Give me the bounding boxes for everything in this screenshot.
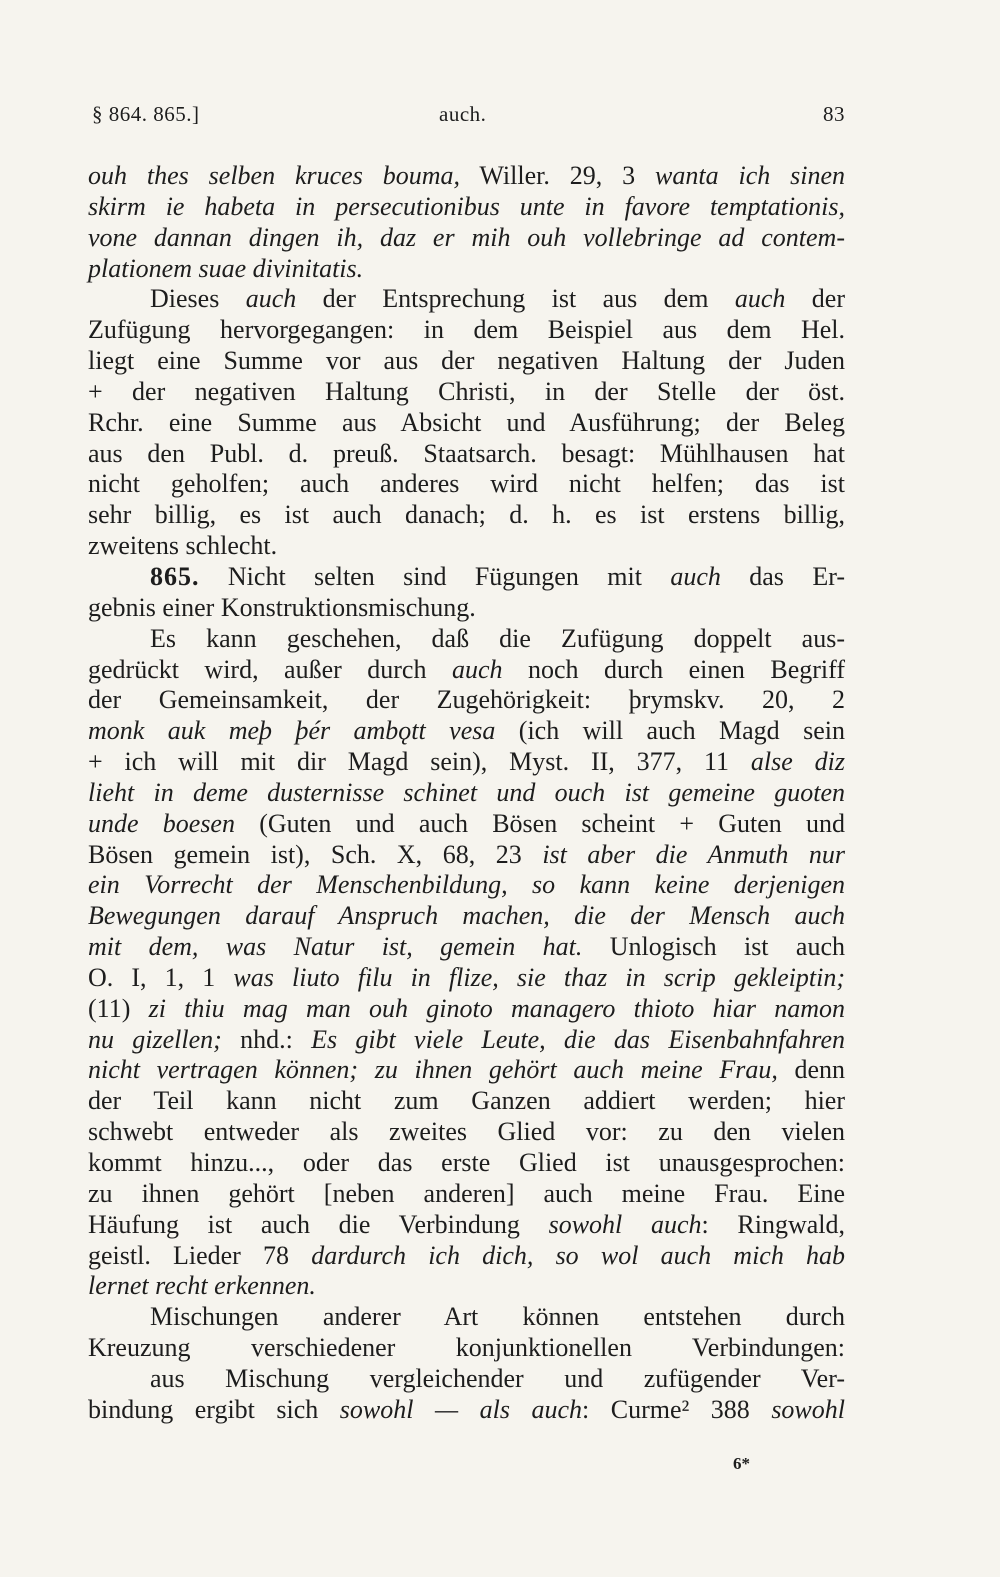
text-run: das Er- [720,561,845,591]
text-line [88,1364,845,1395]
italic-quote: vone dannan dingen ih, daz er mih ouh vollebringe ad contem- [88,222,845,252]
body-text [88,161,845,1426]
italic-quote: zu ihnen gehört auch meine Frau, [374,1055,778,1085]
italic-quote: sowohl — als auch [339,1394,582,1424]
text-line [88,901,845,932]
text-line [88,346,845,377]
text-line [88,500,845,531]
text-run: aus den Publ. d. preuß. Staatsarch. besagt: Mühlhausen hat [88,438,845,468]
text-run: aus Mischung vergleichender und zufügender Ver- [150,1363,845,1393]
text-line [88,1025,845,1056]
text-line [88,1302,845,1333]
italic-quote: was liuto filu in flize, sie thaz in scrip gekleiptin; [233,962,845,992]
text-run: geistl. Lieder 78 [88,1240,312,1270]
text-run: zweitens schlecht. [88,531,278,561]
text-run: (ich will auch Magd sein [495,716,845,746]
text-line [88,994,845,1025]
text-line [88,439,845,470]
text-run: (Guten und auch Bösen scheint + Guten und [234,808,845,838]
text-line [88,932,845,963]
text-line [88,716,845,747]
text-run: + ich will mit dir Magd sein), Myst. II, 377, 11 [88,747,751,777]
italic-quote: auch [245,284,297,314]
text-run: O. I, 1, 1 [88,962,234,992]
signature-mark: 6* [733,1454,750,1473]
text-line [88,1333,845,1364]
italic-quote: ein Vorrecht der Menschenbildung, so kann keine derjenigen [88,870,845,900]
text-line [88,655,845,686]
italic-quote: alse diz [750,747,845,777]
text-run: Häufung ist auch die Verbindung [88,1209,549,1239]
text-run: der Entsprechung ist aus dem [296,284,735,314]
text-run: Zufügung hervorgegangen: in dem Beispiel aus dem Hel. [88,315,845,345]
text-run: : Ringwald, [701,1209,845,1239]
text-line [88,778,845,809]
text-run: Unlogisch ist auch [582,932,845,962]
text-run: Bösen gemein ist), Sch. X, 68, 23 [88,839,543,869]
italic-quote: nu gizellen; [88,1024,222,1054]
italic-quote: skirm ie habeta in persecutionibus unte in favore temptationis, [88,191,845,221]
text-run: sehr billig, es ist auch danach; d. h. es ist erstens billig, [88,500,845,530]
italic-quote: lieht in deme dusternisse schinet und ouch ist gemeine guoten [88,777,845,807]
header-keyword: auch. [439,102,487,126]
italic-quote: sowohl [771,1394,845,1424]
text-line [88,963,845,994]
italic-quote: wanta ich sinen [655,161,846,190]
text-run: nicht geholfen; auch anderes wird nicht helfen; das ist [88,469,845,499]
italic-quote: auch [670,561,721,591]
text-run: gedrückt wird, außer durch [88,654,452,684]
text-run: Willer. 29, 3 [460,161,656,190]
text-line [88,1271,845,1302]
text-line [88,531,845,562]
italic-quote: nicht vertragen können; [88,1055,359,1085]
text-line [88,223,845,254]
italic-quote: Es gibt viele Leute, die das Eisenbahnfahren [311,1024,845,1054]
text-line [88,254,845,285]
text-line [88,284,845,315]
text-run: nhd.: [221,1024,312,1054]
italic-quote: mit dem, was Natur ist, gemein hat. [88,932,583,962]
text-line [88,1086,845,1117]
italic-quote: auch [734,284,786,314]
running-header [92,102,845,132]
text-run: Nicht selten sind Fügungen mit [199,561,671,591]
text-run: schwebt entweder als zweites Glied vor: zu den vielen [88,1117,845,1147]
text-run: gebnis einer Konstruktionsmischung. [88,592,476,622]
text-line [88,469,845,500]
text-run [358,1055,375,1084]
italic-quote: sowohl auch [548,1209,702,1239]
page-number: 83 [823,102,845,126]
text-run: liegt eine Summe vor aus der negativen Haltung der Juden [88,346,845,376]
italic-quote: zi thiu mag man ouh ginoto managero thioto hiar namon [148,993,845,1023]
italic-quote: ouh thes selben kruces bouma, [88,161,460,190]
text-line [88,624,845,655]
text-line [88,593,845,624]
text-line [88,1179,845,1210]
section-number: 865. [150,561,200,591]
text-line [88,870,845,901]
italic-quote: monk auk meþ þér ambǫtt vesa [88,716,496,746]
text-line [88,1148,845,1179]
text-line [88,747,845,778]
text-line [88,840,845,871]
text-line [88,1055,845,1086]
text-run: + der negativen Haltung Christi, in der Stelle der öst. [88,376,845,406]
italic-quote: dardurch ich dich, so wol auch mich hab [311,1240,845,1270]
text-line [88,192,845,223]
text-line [88,1117,845,1148]
text-run: noch durch einen Begriff [502,654,846,684]
text-run: der Teil kann nicht zum Ganzen addiert werden; hier [88,1086,845,1116]
text-line [88,1210,845,1241]
italic-quote: unde boesen [88,808,235,838]
text-line [88,1241,845,1272]
text-line [88,1395,845,1426]
text-run: bindung ergibt sich [88,1394,340,1424]
text-line [88,377,845,408]
text-run: Dieses [150,284,246,314]
text-line [88,562,845,593]
text-line [88,315,845,346]
text-run: zu ihnen gehört [neben anderen] auch meine Frau. Eine [88,1178,845,1208]
text-line [88,685,845,716]
italic-quote: Bewegungen darauf Anspruch machen, die der Mensch auch [88,901,845,931]
text-line [88,809,845,840]
italic-quote: auch [451,654,503,684]
italic-quote: ist aber die Anmuth nur [542,839,845,869]
text-run: denn [777,1055,846,1085]
text-run: Mischungen anderer Art können entstehen durch [150,1302,845,1332]
section-reference: § 864. 865.] [92,102,200,126]
text-run: der Gemeinsamkeit, der Zugehörigkeit: þrymskv. 20, 2 [88,685,845,715]
text-run: kommt hinzu..., oder das erste Glied ist unausgesprochen: [88,1148,845,1177]
italic-quote: lernet recht erkennen. [88,1271,316,1301]
text-run: Kreuzung verschiedener konjunktionellen Verbindungen: [88,1333,845,1363]
text-run: Es kann geschehen, daß die Zufügung doppelt aus- [150,623,845,653]
text-run: : Curme² 388 [582,1394,772,1424]
italic-quote: plationem suae divinitatis. [88,253,364,283]
text-run: der [785,284,845,314]
text-line [88,408,845,439]
text-run: (11) [88,993,149,1023]
text-line [88,161,845,192]
text-run: Rchr. eine Summe aus Absicht und Ausführung; der Beleg [88,407,845,437]
